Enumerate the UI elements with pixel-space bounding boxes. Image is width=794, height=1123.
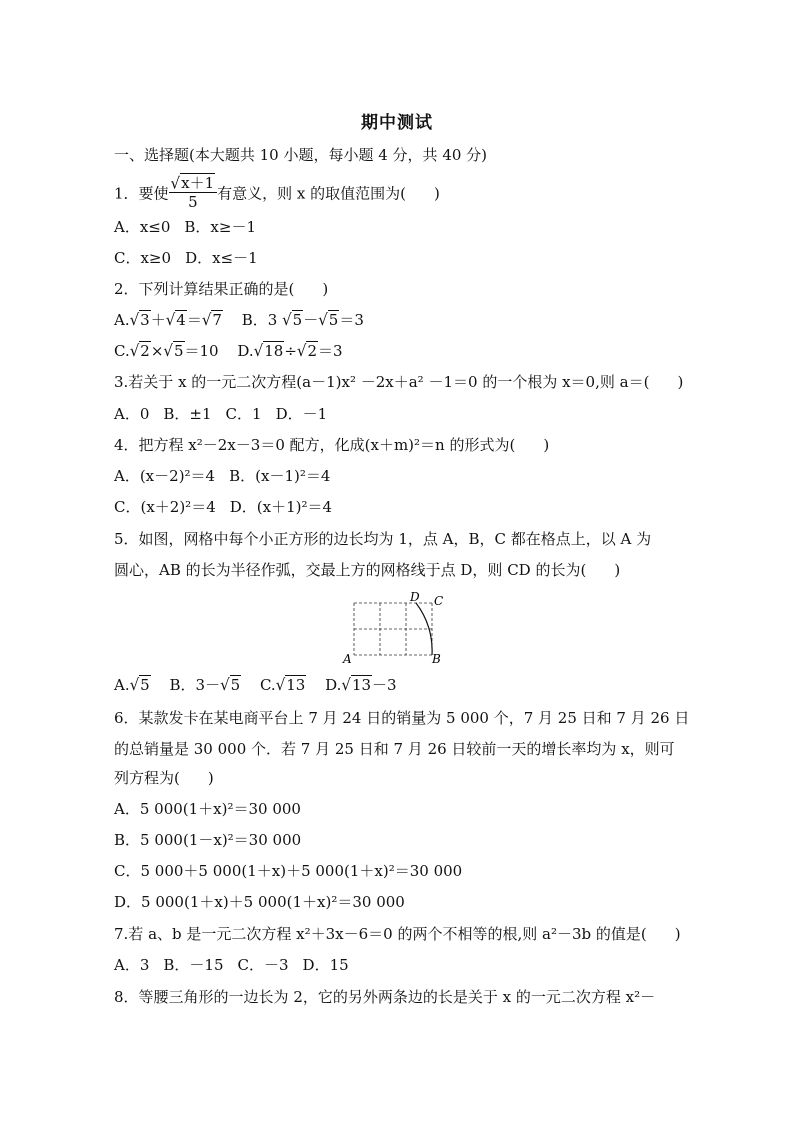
point-a-label: A [343,652,352,666]
question-7-options [114,955,349,975]
question-6-line1: 6．某款发卡在某电商平台上 7 月 24 日的销量为 5 000 个，7 月 25 日和 7 月 26 日 [114,709,690,727]
grid-arc-figure [340,590,450,666]
question-1-options-row2 [114,248,258,268]
q7-option-a: A．3 [114,956,150,974]
q1-option-a: A．x≤0 [114,218,171,236]
q5-option-d: D.√13－3 [325,675,397,695]
section-heading: 一、选择题(本大题共 10 小题，每小题 4 分，共 40 分) [114,146,488,164]
q4-option-d: D．(x＋1)²＝4 [229,498,333,516]
question-1-stem: 1．要使 $\frac{√x+1}{5}$ 有意义，则 x 的取值范围为( ) [114,173,440,211]
question-4-options-row2 [114,497,332,517]
question-7-stem: 7.若 a、b 是一元二次方程 x²＋3x－6＝0 的两个不相等的根,则 a²－3b 的值是( ) [114,925,681,943]
question-5-line2: 圆心，AB 的长为半径作弧，交最上方的网格线于点 D，则 CD 的长为( ) [114,561,621,579]
q2-option-a: A.√3＋√4＝√7 [114,310,222,330]
q2-option-d: D.√18÷√2＝3 [237,341,343,361]
q1-option-c: C．x≥0 [114,249,172,267]
point-c-label: C [434,594,444,608]
q6-option-c: C．5 000＋5 000(1＋x)＋5 000(1＋x)²＝30 000 [114,862,463,880]
question-4-stem: 4．把方程 x²－2x－3＝0 配方，化成(x＋m)²＝n 的形式为( ) [114,436,550,454]
q6-option-d: D．5 000(1＋x)＋5 000(1＋x)²＝30 000 [114,893,405,911]
question-4-options-row1 [114,466,330,486]
q7-option-b: B．－15 [163,956,224,974]
q6-option-a: A．5 000(1＋x)²＝30 000 [114,800,301,818]
q2-option-c: C.√2×√5＝10 [114,341,219,361]
q1-option-b: B．x≥－1 [184,218,257,236]
q2-option-b: B．3 √5－√5＝3 [241,310,364,330]
question-3-options [114,404,327,424]
question-2-stem: 2．下列计算结果正确的是( ) [114,280,329,298]
q1-radicand: x＋1 [181,174,215,192]
q3-option-a: A．0 [114,405,150,423]
q1-option-d: D．x≤－1 [185,249,258,267]
q7-option-d: D．15 [302,956,349,974]
q1-fraction: $\frac{√x+1}{5}$ [169,174,218,211]
q3-option-b: B．±1 [163,405,212,423]
q3-option-c: C．1 [225,405,262,423]
question-5-line1: 5．如图，网格中每个小正方形的边长均为 1，点 A，B，C 都在格点上，以 A 为 [114,530,652,548]
page-title: 期中测试 [361,113,433,133]
q5-option-c: C.√13 [259,675,306,695]
q5-option-b: B．3－√5 [169,675,241,695]
question-6-line2: 的总销量是 30 000 个．若 7 月 25 日和 7 月 26 日较前一天的增长率均为 x，则可 [114,740,675,758]
q5-option-a: A.√5 [114,675,150,695]
question-3-stem: 3.若关于 x 的一元二次方程(a－1)x² －2x＋a² －1＝0 的一个根为 x＝0,则 a＝( ) [114,373,684,391]
question-2-options-row2 [114,341,343,361]
question-5-options [114,675,397,695]
point-b-label: B [432,652,441,666]
question-2-options-row1 [114,310,364,330]
q4-option-c: C．(x＋2)²＝4 [114,498,216,516]
question-8-line1: 8．等腰三角形的一边长为 2，它的另外两条边的长是关于 x 的一元二次方程 x²－ [114,988,656,1006]
q1-suffix: 有意义，则 x 的取值范围为( [217,184,406,203]
q1-prefix: 1．要使 [114,184,169,203]
q3-option-d: D．－1 [275,405,328,423]
q1-denominator: 5 [188,193,198,211]
q4-option-a: A．(x－2)²＝4 [114,467,216,485]
q6-option-b: B．5 000(1－x)²＝30 000 [114,831,302,849]
point-d-label: D [410,590,420,604]
question-1-options-row1 [114,217,256,237]
q7-option-c: C．－3 [237,956,289,974]
q4-option-b: B．(x－1)²＝4 [229,467,331,485]
question-6-line3: 列方程为( ) [114,769,214,787]
